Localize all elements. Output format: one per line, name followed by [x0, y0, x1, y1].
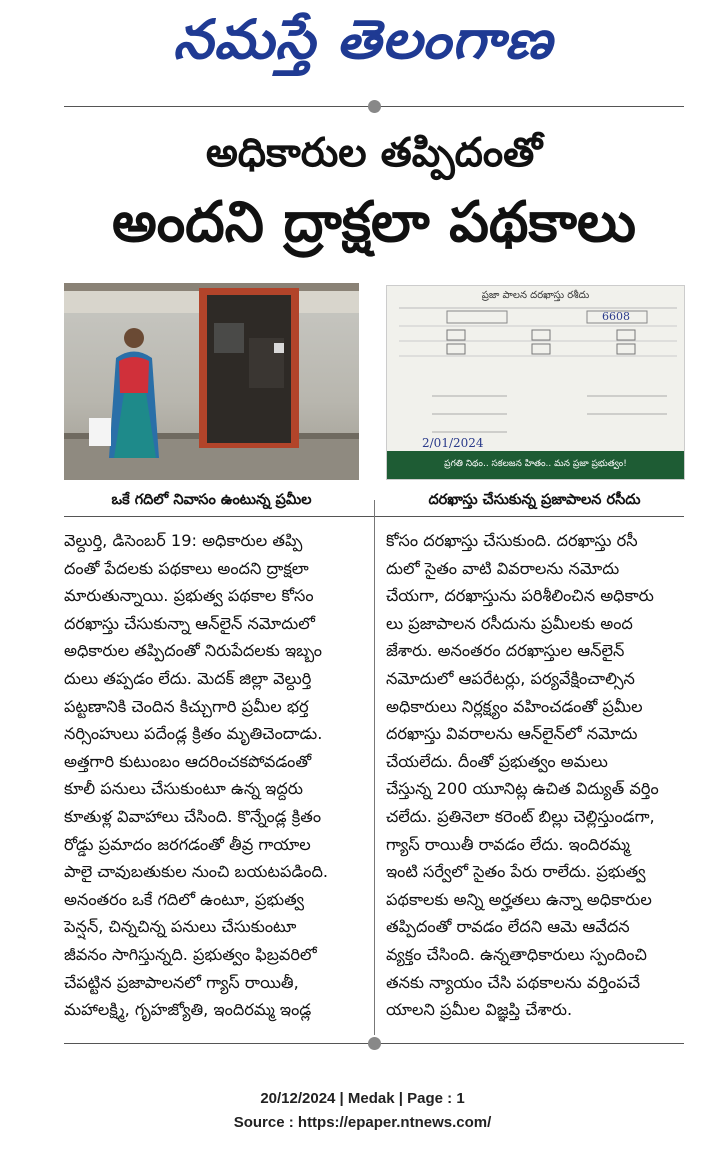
article-line: మారుతున్నాయి. ప్రభుత్వ పథకాల కోసం	[64, 586, 314, 606]
column-divider	[374, 500, 375, 1035]
article-line: చలేదు. ప్రతినెలా కరెంట్ బిల్లు చెల్లిస్తుండగా,	[386, 806, 655, 826]
article-line: దులు తప్పడం లేదు. మెదక్ జిల్లా వెల్దుర్తి	[64, 668, 312, 688]
receipt-number: 6608	[602, 310, 630, 323]
article-line: చేపట్టిన ప్రజాపాలనలో గ్యాస్ రాయితీ,	[64, 972, 299, 992]
article-line: కూతుళ్ల వివాహాలు చేసింది. కొన్నేండ్ల క్రితం	[64, 806, 322, 826]
article-column-1	[64, 527, 364, 1024]
masthead	[0, 0, 725, 95]
article-line: అధికారుల తప్పిదంతో నిరుపేదలకు ఇబ్బం	[64, 641, 322, 661]
article-line: కోసం దరఖాస్తు చేసుకుంది. దరఖాస్తు రసీ	[386, 531, 638, 550]
article-line: నర్సింహులు పదేండ్ల క్రితం మృతిచెందాడు.	[64, 724, 323, 744]
article-line: చేయగా, దరఖాస్తును పరిశీలించిన అధికారు	[386, 586, 654, 606]
article-line: యాలని ప్రమీల విజ్ఞప్తి చేశారు.	[386, 1000, 573, 1020]
headline-line2: అందని ద్రాక్షలా పథకాలు	[111, 190, 637, 255]
receipt-illustration	[387, 286, 684, 479]
article-line: తనకు న్యాయం చేసి పథకాలను వర్తింపచే	[386, 972, 641, 992]
article-line: గ్యాస్ రాయితీ రావడం లేదు. ఇందిరమ్మ	[386, 834, 630, 854]
receipt-date: 2/01/2024	[422, 436, 484, 450]
article-line: రోడ్డు ప్రమాదం జరగడంతో తీవ్ర గాయాల	[64, 834, 311, 854]
article-line: లు ప్రజాపాలన రసీదును ప్రమీలకు అంద	[386, 613, 633, 633]
photo-illustration	[64, 283, 359, 480]
article-line: పెన్షన్, చిన్నచిన్న పనులు చేసుకుంటూ	[64, 917, 297, 937]
article-line: మహాలక్ష్మి, గృహజ్యోతి, ఇందిరమ్మ ఇండ్ల	[64, 1000, 312, 1020]
article-column-2	[386, 527, 686, 1024]
article-line: అధికారులు నిర్లక్ష్యం వహించడంతో ప్రమీల	[386, 696, 643, 716]
article-line: దరఖాస్తు వివరాలను ఆన్‌లైన్‌లో నమోదు	[386, 724, 638, 744]
photo-caption: ఒకే గదిలో నివాసం ఉంటున్న ప్రమీల	[111, 492, 312, 508]
article-line: దంతో పేదలకు పథకాలు అందని ద్రాక్షలా	[64, 558, 309, 578]
article-line: అనంతరం ఒకే గదిలో ఉంటూ, ప్రభుత్వ	[64, 889, 305, 909]
article-line: అత్తగారి కుటుంబం ఆదరించకపోవడంతో	[64, 751, 312, 771]
newspaper-name: నమస్తే తెలంగాణ	[172, 8, 553, 71]
article-line: దరఖాస్తు చేసుకున్నా ఆన్‌లైన్ నమోదులో	[64, 613, 315, 633]
article-line: పాలై చావుబతుకుల నుంచి బయటపడింది.	[64, 862, 329, 882]
receipt-header: ప్రజా పాలన దరఖాస్తు రశీదు	[481, 290, 590, 301]
news-photo	[64, 283, 359, 480]
article-line: చేయలేదు. దీంతో ప్రభుత్వం అమలు	[386, 751, 608, 771]
footer-date-edition: 20/12/2024 | Medak | Page : 1	[260, 1090, 465, 1107]
article-line: చేస్తున్న 200 యూనిట్ల ఉచిత విద్యుత్ వర్తిం	[386, 779, 659, 799]
receipt-slogan: ప్రగతి నిథం.. సకలజన హితం.. మన ప్రజా ప్రభుత్వం!	[444, 459, 627, 469]
footer-source: Source : https://epaper.ntnews.com/	[233, 1114, 492, 1131]
article-line: జేశారు. అనంతరం దరఖాస్తుల ఆన్‌లైన్	[386, 641, 625, 661]
article-line: కూలీ పనులు చేసుకుంటూ ఉన్న ఇద్దరు	[64, 779, 303, 799]
article-line: ఇంటి సర్వేలో సైతం పేరు రాలేదు. ప్రభుత్వ	[386, 862, 646, 882]
article-line: నమోదులో ఆపరేటర్లు, పర్యవేక్షించాల్సిన	[386, 668, 635, 688]
divider-dot	[368, 100, 381, 113]
headline-line1: అధికారుల తప్పిదంతో	[205, 130, 543, 176]
article-line: పథకాలకు అన్ని అర్హతలు ఉన్నా అధికారుల	[386, 889, 652, 909]
receipt-image	[386, 285, 685, 480]
bottom-divider-dot	[368, 1037, 381, 1050]
article-line: వెల్దుర్తి, డిసెంబర్ 19: అధికారుల తప్పి	[64, 531, 303, 550]
article-line: పట్టణానికి చెందిన కిచ్చుగారి ప్రమీల భర్త	[64, 696, 309, 716]
article-line: దులో సైతం వాటి వివరాలను నమోదు	[386, 558, 620, 578]
article-line: వ్యక్తం చేసింది. ఉన్నతాధికారులు స్పందించి	[386, 944, 647, 964]
receipt-caption: దరఖాస్తు చేసుకున్న ప్రజాపాలన రసీదు	[428, 492, 641, 508]
article-line: జీవనం సాగిస్తున్నది. ప్రభుత్వం ఫిబ్రవరిలో	[64, 944, 317, 964]
article-line: తప్పిదంతో రావడం లేదని ఆమె ఆవేదన	[386, 917, 630, 937]
